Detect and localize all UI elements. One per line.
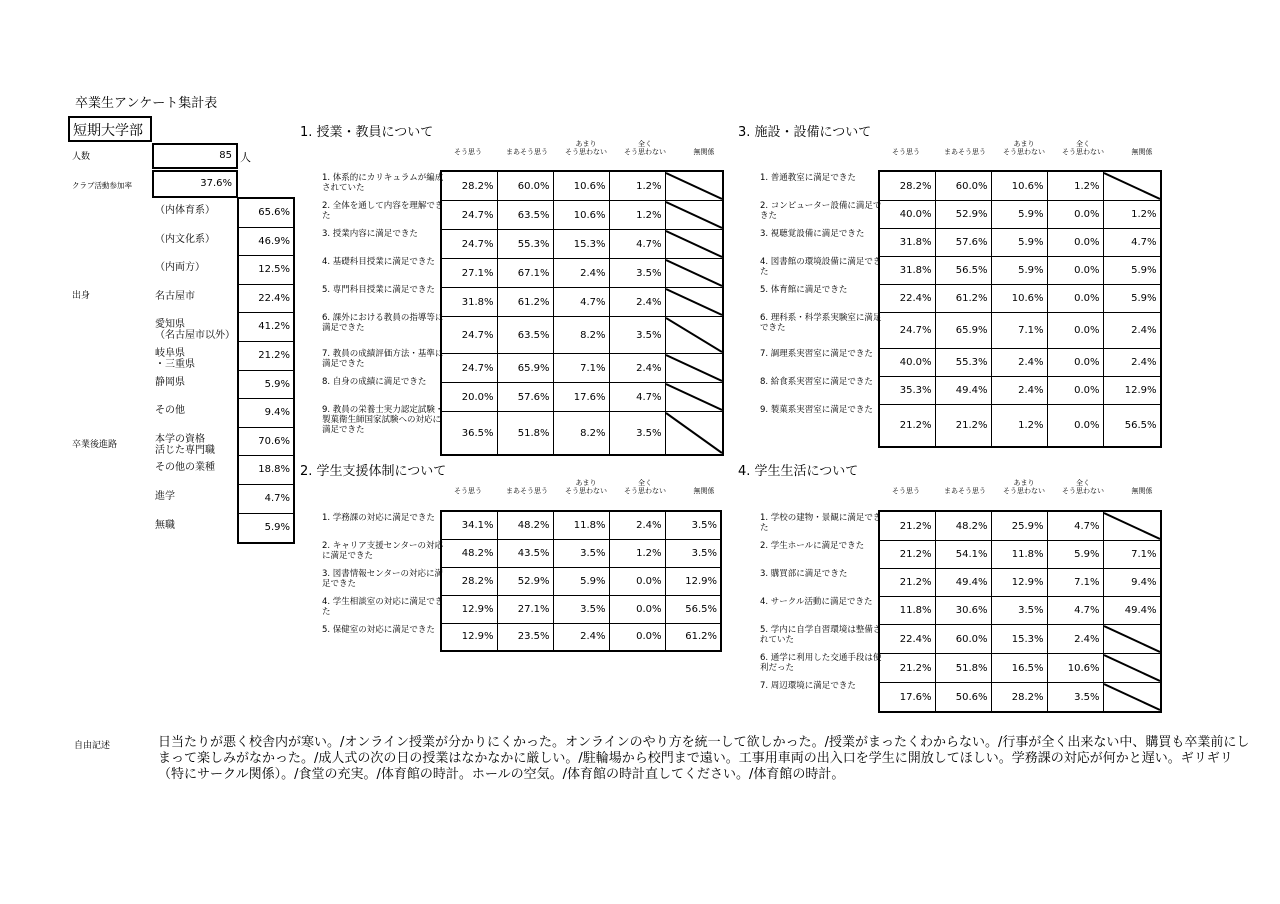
not-applicable-cell	[665, 288, 723, 317]
column-header: 無関係	[1131, 148, 1153, 156]
column-header: 全く そう思わない	[624, 140, 666, 156]
value-cell: 61.2%	[665, 623, 721, 651]
question-label: 2. コンピューター設備に満足できた	[760, 201, 882, 221]
value-cell: 35.3%	[879, 377, 935, 405]
not-applicable-cell	[665, 383, 723, 412]
column-header: そう思う	[454, 487, 482, 495]
value-cell: 61.2%	[497, 288, 553, 317]
value-cell: 23.5%	[497, 623, 553, 651]
value-cell: 7.1%	[1047, 569, 1103, 597]
column-header: まあそう思う	[944, 148, 986, 156]
value-cell: 56.5%	[935, 257, 991, 285]
column-header: 無関係	[1131, 487, 1153, 495]
question-label: 7. 調理系実習室に満足できた	[760, 349, 873, 359]
not-applicable-cell	[1103, 171, 1161, 201]
summary-category-label: 愛知県 （名古屋市以外）	[155, 319, 235, 342]
value-cell: 5.9%	[991, 201, 1047, 229]
value-cell: 12.9%	[665, 567, 721, 595]
table-row	[879, 683, 1161, 713]
diagonal-slash-icon	[1104, 625, 1160, 653]
value-cell: 0.0%	[1047, 229, 1103, 257]
value-cell: 63.5%	[497, 201, 553, 230]
value-cell: 22.4%	[879, 285, 935, 313]
table-row	[879, 257, 1161, 285]
value-cell: 0.0%	[1047, 313, 1103, 349]
section-title: 3. 施設・設備について	[738, 125, 872, 140]
value-cell: 21.2%	[879, 541, 935, 569]
free-comments-text: 日当たりが悪く校舎内が寒い。/オンライン授業が分かりにくかった。オンラインのやり方を統一して欲しかった。/授業がまったくわからない。/行事が全く出来ない中、購買も卒業前にしまって楽しみがなかった。/成人式の次の日の授業はなかなかに厳しい。/駐輪場から校門まで遠い。工事用車両の出入口を学生に開放してほしい。学務課の対応が何かと遅い。ギリギリ（特にサークル関係）。/食堂の充実。/体育館の時計。ホールの空気。/体育館の時計直してください。/体育館の時計。	[158, 735, 1250, 782]
value-cell: 21.2%	[879, 654, 935, 683]
diagonal-slash-icon	[666, 259, 722, 287]
question-label: 5. 専門科目授業に満足できた	[322, 285, 435, 295]
summary-category-label: （内体育系）	[155, 205, 215, 216]
not-applicable-cell	[665, 354, 723, 383]
column-header: まあそう思う	[506, 487, 548, 495]
not-applicable-cell	[665, 230, 723, 259]
value-cell: 3.5%	[1047, 683, 1103, 713]
question-label: 9. 教員の栄養士実力認定試験・製菓衛生師国家試験への対応に満足できた	[322, 405, 444, 435]
value-cell: 52.9%	[497, 567, 553, 595]
value-cell: 28.2%	[441, 567, 497, 595]
not-applicable-cell	[665, 317, 723, 354]
summary-percent-column	[237, 197, 295, 544]
question-label: 2. 学生ホールに満足できた	[760, 541, 865, 551]
summary-percent-cell: 22.4%	[239, 285, 293, 314]
table-row	[441, 383, 723, 412]
career-label: 卒業後進路	[72, 440, 118, 450]
value-cell: 24.7%	[441, 317, 497, 354]
summary-percent-cell: 9.4%	[239, 399, 293, 428]
value-cell: 16.5%	[991, 654, 1047, 683]
value-cell: 2.4%	[1103, 349, 1161, 377]
summary-percent-cell: 21.2%	[239, 342, 293, 371]
question-label: 4. 基礎科目授業に満足できた	[322, 257, 435, 267]
summary-category-label: （内文化系）	[155, 233, 215, 245]
diagonal-slash-icon	[1104, 654, 1160, 682]
table-row	[441, 288, 723, 317]
not-applicable-cell	[1103, 683, 1161, 713]
diagonal-slash-icon	[1104, 172, 1160, 200]
club-value: 37.6%	[152, 170, 238, 198]
table-row	[441, 259, 723, 288]
value-cell: 3.5%	[991, 597, 1047, 625]
value-cell: 8.2%	[553, 412, 609, 456]
value-cell: 10.6%	[991, 171, 1047, 201]
value-cell: 55.3%	[935, 349, 991, 377]
value-cell: 21.2%	[935, 405, 991, 447]
summary-percent-cell: 46.9%	[239, 228, 293, 257]
summary-category-label: 岐阜県 ・三重県	[155, 348, 195, 370]
value-cell: 15.3%	[991, 625, 1047, 654]
question-label: 5. 保健室の対応に満足できた	[322, 625, 435, 635]
table-row	[441, 539, 721, 567]
summary-percent-cell: 12.5%	[239, 256, 293, 285]
table-row	[879, 569, 1161, 597]
column-header: あまり そう思わない	[1003, 479, 1045, 495]
table-row	[441, 412, 723, 456]
question-label: 7. 周辺環境に満足できた	[760, 681, 856, 691]
value-cell: 2.4%	[1047, 625, 1103, 654]
diagonal-slash-icon	[666, 201, 722, 229]
value-cell: 22.4%	[879, 625, 935, 654]
question-label: 1. 体系的にカリキュラムが編成されていた	[322, 173, 444, 193]
value-cell: 5.9%	[1103, 257, 1161, 285]
question-label: 3. 購買部に満足できた	[760, 569, 848, 579]
summary-percent-cell: 18.8%	[239, 456, 293, 485]
column-header: 無関係	[693, 487, 715, 495]
column-header: あまり そう思わない	[1003, 140, 1045, 156]
column-header: 全く そう思わない	[624, 479, 666, 495]
value-cell: 3.5%	[553, 595, 609, 623]
question-label: 8. 給食系実習室に満足できた	[760, 377, 873, 387]
value-cell: 25.9%	[991, 511, 1047, 541]
section-title: 4. 学生生活について	[738, 464, 859, 479]
value-cell: 5.9%	[1047, 541, 1103, 569]
value-cell: 0.0%	[1047, 405, 1103, 447]
diagonal-slash-icon	[666, 412, 722, 454]
value-cell: 4.7%	[1047, 597, 1103, 625]
value-cell: 31.8%	[879, 257, 935, 285]
value-cell: 7.1%	[991, 313, 1047, 349]
summary-category-label: その他の業種	[155, 462, 215, 474]
table-row	[879, 405, 1161, 447]
column-header: そう思う	[454, 148, 482, 156]
summary-percent-cell: 4.7%	[239, 485, 293, 514]
value-cell: 27.1%	[441, 259, 497, 288]
value-cell: 60.0%	[935, 625, 991, 654]
value-cell: 5.9%	[553, 567, 609, 595]
value-cell: 11.8%	[553, 511, 609, 539]
value-cell: 15.3%	[553, 230, 609, 259]
value-cell: 3.5%	[665, 511, 721, 539]
diagonal-slash-icon	[1104, 512, 1160, 540]
value-cell: 52.9%	[935, 201, 991, 229]
value-cell: 24.7%	[441, 201, 497, 230]
value-cell: 1.2%	[609, 201, 665, 230]
value-cell: 5.9%	[991, 257, 1047, 285]
value-cell: 57.6%	[497, 383, 553, 412]
value-cell: 3.5%	[609, 259, 665, 288]
not-applicable-cell	[665, 412, 723, 456]
question-label: 4. 図書館の環境設備に満足できた	[760, 257, 882, 277]
section-title: 2. 学生支援体制について	[300, 464, 447, 479]
page-title: 卒業生アンケート集計表	[75, 96, 218, 111]
value-cell: 57.6%	[935, 229, 991, 257]
value-cell: 20.0%	[441, 383, 497, 412]
question-label: 3. 視聴覚設備に満足できた	[760, 229, 865, 239]
club-label: クラブ活動参加率	[72, 181, 132, 190]
value-cell: 30.6%	[935, 597, 991, 625]
value-cell: 3.5%	[553, 539, 609, 567]
question-label: 9. 製菓系実習室に満足できた	[760, 405, 873, 415]
value-cell: 17.6%	[879, 683, 935, 713]
value-cell: 10.6%	[553, 171, 609, 201]
column-header: まあそう思う	[944, 487, 986, 495]
section-table	[440, 510, 722, 652]
table-row	[879, 377, 1161, 405]
diagonal-slash-icon	[666, 288, 722, 316]
value-cell: 11.8%	[991, 541, 1047, 569]
value-cell: 2.4%	[991, 349, 1047, 377]
value-cell: 21.2%	[879, 511, 935, 541]
not-applicable-cell	[1103, 654, 1161, 683]
question-label: 3. 図書情報センターの対応に満足できた	[322, 569, 443, 589]
column-header: 無関係	[693, 148, 715, 156]
value-cell: 2.4%	[609, 511, 665, 539]
value-cell: 12.9%	[1103, 377, 1161, 405]
question-label: 5. 学内に自学自習環境は整備されていた	[760, 625, 882, 645]
section-table	[440, 170, 724, 456]
table-row	[441, 171, 723, 201]
table-row	[441, 623, 721, 651]
value-cell: 21.2%	[879, 569, 935, 597]
table-row	[441, 201, 723, 230]
value-cell: 43.5%	[497, 539, 553, 567]
value-cell: 3.5%	[609, 412, 665, 456]
value-cell: 1.2%	[609, 539, 665, 567]
question-label: 7. 教員の成績評価方法・基準に満足できた	[322, 349, 444, 369]
table-row	[879, 229, 1161, 257]
table-row	[879, 285, 1161, 313]
not-applicable-cell	[665, 259, 723, 288]
value-cell: 10.6%	[1047, 654, 1103, 683]
value-cell: 31.8%	[879, 229, 935, 257]
question-label: 1. 学校の建物・景観に満足できた	[760, 513, 882, 533]
question-label: 6. 理科系・科学系実験室に満足できた	[760, 313, 882, 333]
table-row	[879, 541, 1161, 569]
value-cell: 24.7%	[441, 354, 497, 383]
table-row	[879, 313, 1161, 349]
summary-category-label: 本学の資格 活じた専門職	[155, 433, 215, 456]
free-comments-label: 自由記述	[74, 741, 111, 751]
value-cell: 28.2%	[441, 171, 497, 201]
value-cell: 40.0%	[879, 201, 935, 229]
value-cell: 0.0%	[609, 567, 665, 595]
value-cell: 0.0%	[1047, 285, 1103, 313]
value-cell: 10.6%	[553, 201, 609, 230]
value-cell: 9.4%	[1103, 569, 1161, 597]
value-cell: 56.5%	[665, 595, 721, 623]
table-row	[879, 511, 1161, 541]
table-row	[879, 597, 1161, 625]
table-row	[441, 595, 721, 623]
value-cell: 4.7%	[1103, 229, 1161, 257]
value-cell: 1.2%	[991, 405, 1047, 447]
value-cell: 8.2%	[553, 317, 609, 354]
summary-percent-cell: 5.9%	[239, 371, 293, 400]
summary-category-label: 進学	[155, 491, 175, 502]
value-cell: 4.7%	[609, 383, 665, 412]
summary-category-label: 無職	[155, 519, 175, 531]
value-cell: 54.1%	[935, 541, 991, 569]
value-cell: 48.2%	[935, 511, 991, 541]
summary-category-label: その他	[155, 405, 185, 417]
value-cell: 5.9%	[1103, 285, 1161, 313]
table-row	[441, 511, 721, 539]
diagonal-slash-icon	[1104, 683, 1160, 711]
value-cell: 17.6%	[553, 383, 609, 412]
table-row	[879, 654, 1161, 683]
value-cell: 50.6%	[935, 683, 991, 713]
question-label: 6. 通学に利用した交通手段は便利だった	[760, 653, 882, 673]
value-cell: 56.5%	[1103, 405, 1161, 447]
value-cell: 49.4%	[935, 377, 991, 405]
value-cell: 51.8%	[497, 412, 553, 456]
value-cell: 2.4%	[553, 623, 609, 651]
summary-percent-cell: 41.2%	[239, 313, 293, 342]
question-label: 1. 普通教室に満足できた	[760, 173, 856, 183]
table-row	[879, 349, 1161, 377]
question-label: 1. 学務課の対応に満足できた	[322, 513, 435, 523]
table-row	[441, 317, 723, 354]
summary-category-label: 静岡県	[155, 376, 185, 388]
value-cell: 63.5%	[497, 317, 553, 354]
value-cell: 10.6%	[991, 285, 1047, 313]
question-label: 4. サークル活動に満足できた	[760, 597, 873, 607]
value-cell: 1.2%	[1103, 201, 1161, 229]
value-cell: 27.1%	[497, 595, 553, 623]
question-label: 8. 自身の成績に満足できた	[322, 377, 427, 387]
section-table	[878, 170, 1162, 448]
value-cell: 1.2%	[1047, 171, 1103, 201]
summary-percent-cell: 5.9%	[264, 521, 290, 533]
diagonal-slash-icon	[666, 172, 722, 200]
not-applicable-cell	[665, 201, 723, 230]
column-header: そう思う	[892, 148, 920, 156]
value-cell: 0.0%	[609, 595, 665, 623]
table-row	[879, 201, 1161, 229]
diagonal-slash-icon	[666, 230, 722, 258]
origin-label: 出身	[72, 291, 91, 301]
table-row	[879, 171, 1161, 201]
value-cell: 51.8%	[935, 654, 991, 683]
not-applicable-cell	[1103, 625, 1161, 654]
count-unit: 人	[240, 151, 251, 164]
value-cell: 55.3%	[497, 230, 553, 259]
value-cell: 61.2%	[935, 285, 991, 313]
value-cell: 5.9%	[991, 229, 1047, 257]
question-label: 6. 課外における教員の指導等に満足できた	[322, 313, 444, 333]
column-header: 全く そう思わない	[1062, 479, 1104, 495]
value-cell: 4.7%	[553, 288, 609, 317]
value-cell: 49.4%	[935, 569, 991, 597]
value-cell: 2.4%	[553, 259, 609, 288]
question-label: 2. キャリア支援センターの対応に満足できた	[322, 541, 443, 561]
question-label: 4. 学生相談室の対応に満足できた	[322, 597, 444, 617]
question-label: 5. 体育館に満足できた	[760, 285, 848, 295]
diagonal-slash-icon	[666, 317, 722, 353]
value-cell: 48.2%	[497, 511, 553, 539]
value-cell: 34.1%	[441, 511, 497, 539]
question-label: 3. 授業内容に満足できた	[322, 229, 418, 239]
value-cell: 48.2%	[441, 539, 497, 567]
value-cell: 36.5%	[441, 412, 497, 456]
value-cell: 11.8%	[879, 597, 935, 625]
value-cell: 12.9%	[991, 569, 1047, 597]
value-cell: 2.4%	[991, 377, 1047, 405]
not-applicable-cell	[1103, 511, 1161, 541]
value-cell: 40.0%	[879, 349, 935, 377]
value-cell: 4.7%	[609, 230, 665, 259]
value-cell: 60.0%	[497, 171, 553, 201]
not-applicable-cell	[665, 171, 723, 201]
diagonal-slash-icon	[666, 354, 722, 382]
value-cell: 2.4%	[609, 288, 665, 317]
value-cell: 60.0%	[935, 171, 991, 201]
value-cell: 0.0%	[609, 623, 665, 651]
value-cell: 7.1%	[1103, 541, 1161, 569]
value-cell: 24.7%	[441, 230, 497, 259]
table-row	[441, 230, 723, 259]
value-cell: 0.0%	[1047, 257, 1103, 285]
value-cell: 2.4%	[1103, 313, 1161, 349]
table-row	[441, 567, 721, 595]
value-cell: 24.7%	[879, 313, 935, 349]
value-cell: 28.2%	[879, 171, 935, 201]
column-header: あまり そう思わない	[565, 479, 607, 495]
question-label: 2. 全体を通して内容を理解できた	[322, 201, 444, 221]
value-cell: 0.0%	[1047, 377, 1103, 405]
section-table	[878, 510, 1162, 713]
summary-category-label: （内両方）	[155, 262, 205, 274]
summary-percent-cell: 70.6%	[239, 428, 293, 457]
column-header: まあそう思う	[506, 148, 548, 156]
value-cell: 0.0%	[1047, 201, 1103, 229]
value-cell: 49.4%	[1103, 597, 1161, 625]
value-cell: 3.5%	[609, 317, 665, 354]
column-header: あまり そう思わない	[565, 140, 607, 156]
value-cell: 2.4%	[609, 354, 665, 383]
value-cell: 0.0%	[1047, 349, 1103, 377]
department-label: 短期大学部	[68, 116, 152, 142]
value-cell: 7.1%	[553, 354, 609, 383]
value-cell: 12.9%	[441, 623, 497, 651]
value-cell: 65.9%	[497, 354, 553, 383]
diagonal-slash-icon	[666, 383, 722, 411]
value-cell: 4.7%	[1047, 511, 1103, 541]
section-title: 1. 授業・教員について	[300, 125, 434, 140]
table-row	[879, 625, 1161, 654]
value-cell: 3.5%	[665, 539, 721, 567]
summary-category-label: 名古屋市	[155, 290, 195, 302]
count-label: 人数	[72, 152, 91, 162]
value-cell: 28.2%	[991, 683, 1047, 713]
value-cell: 12.9%	[441, 595, 497, 623]
value-cell: 67.1%	[497, 259, 553, 288]
value-cell: 65.9%	[935, 313, 991, 349]
count-value: 85	[152, 143, 238, 169]
value-cell: 21.2%	[879, 405, 935, 447]
table-row	[441, 354, 723, 383]
column-header: 全く そう思わない	[1062, 140, 1104, 156]
value-cell: 1.2%	[609, 171, 665, 201]
column-header: そう思う	[892, 487, 920, 495]
summary-percent-cell: 65.6%	[239, 199, 293, 228]
value-cell: 31.8%	[441, 288, 497, 317]
